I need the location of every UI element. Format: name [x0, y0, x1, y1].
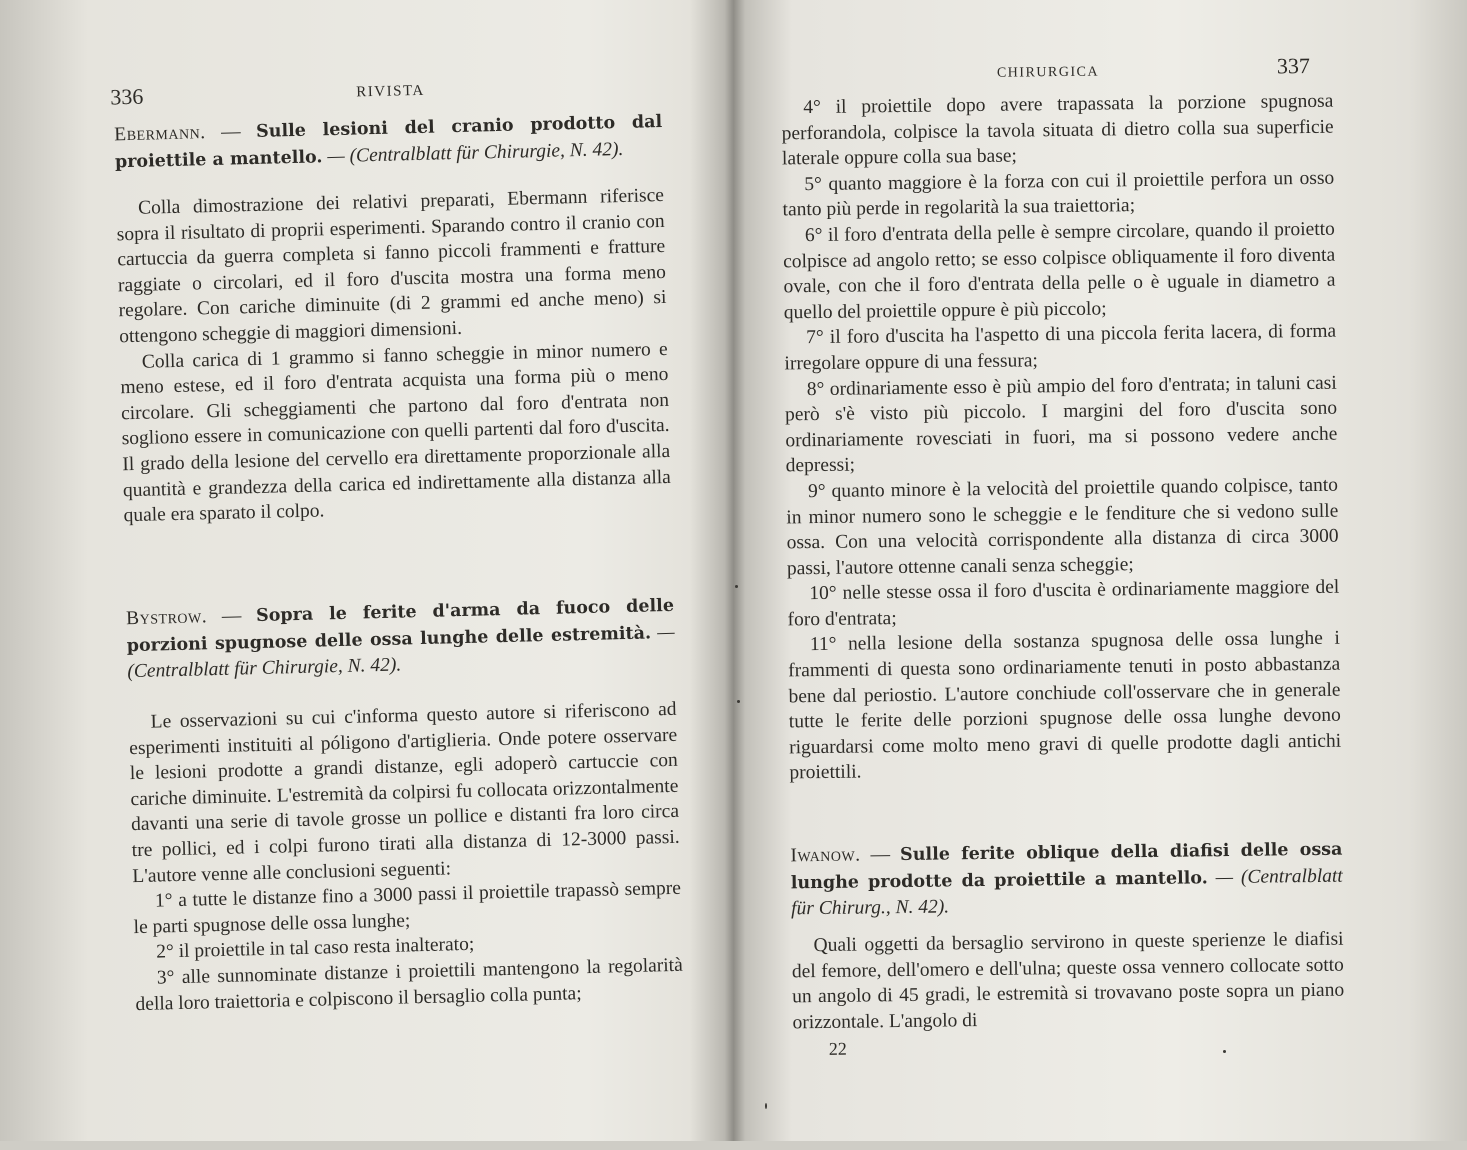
- right-page: [728, 0, 1467, 1145]
- signature-mark: 22: [828, 1038, 847, 1059]
- citation: — (Centralblatt für Chirurgie, N. 42).: [322, 138, 624, 167]
- article-heading: [114, 109, 663, 176]
- article-body: [116, 183, 672, 529]
- article-heading: [790, 837, 1343, 923]
- list-item: 4° il proiettile dopo avere trapassata la porzione spugnosa perforandola, colpisce la tavola situata di dietro colla sua superficie laterale oppure colla sua base;: [781, 90, 1334, 170]
- list-item: 6° il foro d'entrata della pelle è sempre circolare, quando il proietto colpisce ad angolo retto; se esso colpisce obliquamente il foro diventa ovale, con che il foro d'entrata della pelle o è uguale in diametro a quello del proiettile oppure è più piccolo;: [783, 218, 1336, 324]
- paragraph: Quali oggetti da bersaglio servirono in queste sperienze le diafisi del femore, dell'omero e dell'ulna; queste ossa vennero collocate sotto un angolo di 45 gradi, le estremità si trovavano poste sopra un piano orizzontale. L'angolo di: [791, 928, 1345, 1034]
- paragraph: Le osservazioni su cui c'informa questo autore si riferiscono ad esperimenti instituiti al póligono d'artiglieria. Onde potere osservare le lesioni prodotte a grandi distanze, egli adoperò cartuccie con cariche diminuite. L'estremità da colpirsi fu collocata orizzontalmente davanti una serie di tavole grosse un pollice e distanti fra loro circa tre pollici, ed i colpi furono tirati alla distanza di 12-3000 passi. L'autore venne alle conclusioni seguenti:: [129, 698, 680, 887]
- dash: —: [205, 120, 257, 144]
- author-name: Iwanow.: [790, 844, 861, 867]
- article-heading: [126, 593, 676, 685]
- list-item: 11° nella lesione della sostanza spugnosa delle ossa lunghe i frammenti di questa sono ordinariamente tenuti in posto abbastanza bene dal periostio. L'autore conchiude coll'osservare che in generale tutte le ferite delle porzioni spugnose delle ossa lunghe devono riguardarsi come molto meno gravi di quelle prodotte dagli antichi proiettili.: [788, 628, 1342, 784]
- running-head: CHIRURGICA: [996, 64, 1100, 81]
- list-item: 5° quanto maggiore è la forza con cui il proiettile perfora un osso tanto più perde in regolarità la sua traiettoria;: [782, 167, 1335, 221]
- print-speck: [737, 700, 740, 703]
- list-item: 9° quanto minore è la velocità del proiettile quando colpisce, tanto in minor numero sono le scheggie e le fenditure che si vedono sulle ossa. Con una velocità corrispondente alla distanza di circa 3000 passi, l'autore ottenne canali senza scheggie;: [786, 474, 1339, 580]
- print-speck: [1223, 1050, 1226, 1053]
- paragraph: Colla dimostrazione dei relativi preparati, Ebermann riferisce sopra il risultato di proprii esperimenti. Sparando contro il cranio con cartuccia da guerra completa si fanno piccoli frammenti e fratture raggiate o circolari, ed il foro d'uscita mostra una forma meno regolare. Con cariche diminuite (di 2 grammi ed anche meno) si ottengono scheggie di maggiori dimensioni.: [116, 184, 667, 348]
- dash: —: [206, 605, 257, 628]
- list-item: 7° il foro d'uscita ha l'aspetto di una piccola ferita lacera, di forma irregolare oppure di una fessura;: [784, 321, 1337, 375]
- article-body: [781, 89, 1341, 787]
- list-item: 2° il proiettile in tal caso resta inalterato;: [156, 934, 475, 963]
- article-title: Sulle ferite oblique della diafisi delle ossa lunghe prodotte da proiettile a mantello.: [790, 839, 1343, 893]
- article-title: Sulle lesioni del cranio prodotto dal proiettile a mantello.: [114, 111, 663, 172]
- citation: — (Centralblatt für Chirurgie, N. 42).: [127, 621, 675, 683]
- citation: — (Centralblatt für Chirurg., N. 42).: [790, 865, 1343, 920]
- page-number: 336: [110, 83, 144, 110]
- print-speck: [735, 585, 738, 588]
- list-item: 8° ordinariamente esso è più ampio del foro d'entrata; in taluni casi però s'è visto più piccolo. I margini del foro d'uscita sono ordinariamente rovesciati in fuori, ma si possono vedere anche depressi;: [784, 372, 1338, 477]
- page-number: 337: [1276, 52, 1311, 79]
- list-item: 1° a tutte le distanze fino a 3000 passi il proiettile trapassò sempre le parti spugnose delle ossa lunghe;: [133, 877, 682, 938]
- dash: —: [860, 844, 901, 866]
- print-speck: [765, 1103, 767, 1109]
- running-head: RIVISTA: [356, 82, 425, 101]
- list-item: 3° alle sunnominate distanze i proiettili mantengono la regolarità della loro traiettoria e colpiscono il bersaglio colla punta;: [135, 954, 684, 1015]
- author-name: Bystrow.: [125, 606, 208, 630]
- article-title: Sopra le ferite d'arma da fuoco delle porzioni spugnose delle ossa lunghe delle estremità.: [126, 595, 675, 656]
- paragraph: Colla carica di 1 grammo si fanno scheggie in minor numero e meno estese, ed il foro d'entrata acquista una forma più o meno circolare. Gli scheggiamenti che partono dal foro d'entrata non sogliono essere in comunicazione con quelli partenti dal foro d'uscita. Il grado della lesione del cervello era direttamente proporzionale alla quantità e grandezza della carica ed indirettamente alla distanza alla quale era sparato il colpo.: [120, 338, 672, 527]
- article-body: [791, 927, 1344, 1036]
- article-body: [128, 697, 683, 1017]
- list-item: 10° nelle stesse ossa il foro d'uscita è ordinariamente maggiore del foro d'entrata;: [787, 576, 1340, 631]
- author-name: Ebermann.: [114, 122, 206, 146]
